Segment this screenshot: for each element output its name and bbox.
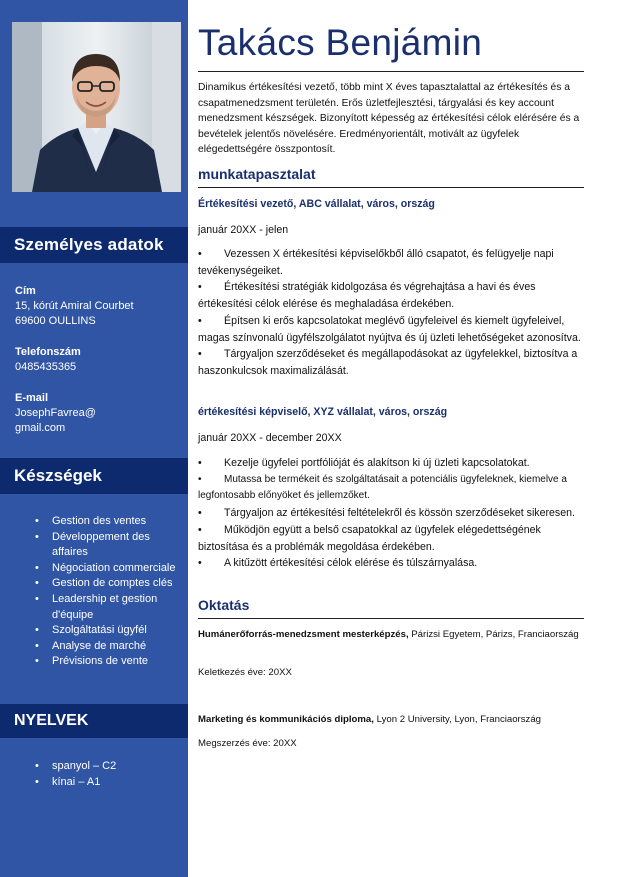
graduation-year: Keletkezés éve: 20XX [198,667,292,678]
languages-list [0,759,176,790]
graduation-year: Megszerzés éve: 20XX [198,738,297,749]
name-divider [198,71,584,72]
languages-heading: NYELVEK [0,704,188,738]
skill-item: • Développement des affaires [52,530,176,561]
skill-item: • Leadership et gestion d'équipe [52,592,176,623]
education-item [198,627,588,643]
duty-item: • Értékesítési stratégiák kidolgozása és végrehajtása a havi és éves értékesítési célok elérése és meghaladása érdekében. [198,281,536,311]
skill-item: • Gestion des ventes [52,514,176,530]
job-dates: január 20XX - jelen [198,224,289,236]
email-line1: JosephFavrea@ [15,407,96,419]
experience-heading: munkatapasztalat [198,166,316,182]
duty-item: • Tárgyaljon az értékesítési feltételekről és kössön szerződéseket sikeresen. [198,507,575,520]
job-duties [198,455,590,572]
job-title: értékesítési képviselő, XYZ vállalat, város, ország [198,406,448,418]
skill-item: • Prévisions de vente [52,654,176,670]
email-line2: gmail.com [15,422,66,434]
school-name: Lyon 2 University, Lyon, Franciaország [373,714,542,725]
skill-item: • Gestion de comptes clés [52,576,176,592]
duty-item: • A kitűzött értékesítési célok elérése és túlszárnyalása. [198,557,478,570]
education-divider [198,618,584,619]
email-label: E-mail [15,392,49,404]
sidebar [0,0,188,877]
duty-item: • Vezessen X értékesítési képviselőkből álló csapatot, és felügyelje napi tevékenységeiket. [198,248,554,277]
candidate-name: Takács Benjámin [198,22,483,63]
skills-heading: Készségek [0,458,188,494]
education-item [198,712,588,728]
job-dates: január 20XX - december 20XX [198,432,342,444]
education-heading: Oktatás [198,597,250,613]
phone-label: Telefonszám [15,346,81,358]
language-item: • spanyol – C2 [52,759,176,775]
skill-item: • Négociation commerciale [52,561,176,577]
address-label: Cím [15,285,36,297]
degree-name: Humánerőforrás-menedzsment mesterképzés, [198,629,409,640]
phone-value: 0485435365 [15,361,77,373]
job-title: Értékesítési vezető, ABC vállalat, város, ország [198,198,435,210]
profile-photo [12,22,181,192]
duty-item: • Kezelje ügyfelei portfólióját és alakítson ki új üzleti kapcsolatokat. [198,457,530,469]
profile-summary: Dinamikus értékesítési vezető, több mint X éves tapasztalattal az értékesítés és a csapatmenedzsment területén. Erős üzletfejlesztési, tárgyalási és key account menedzsment készségek. Bizonyított képesség az értékesítési célok elérésére és a bevételek jelentős növelésére. Eredményorientált, motivált az ügyfelek elégedettségére összpontosít. [198,82,580,156]
duty-item: • Működjön együtt a belső csapatokkal az ügyfelek elégedettségének biztosítása és a problémák megoldása érdekében. [198,523,541,553]
personal-info [15,284,180,436]
address-line2: 69600 OULLINS [15,315,96,327]
skill-item: • Analyse de marché [52,639,176,655]
skills-list [0,514,176,670]
duty-item: • Építsen ki erős kapcsolatokat meglévő ügyfeleivel és kiemelt ügyfeleivel, magas színvonalú ügyfélszolgálatot nyújtva és új üzleti lehetőségeket azonosítva. [198,314,581,344]
address-line1: 15, kórút Amiral Courbet [15,300,134,312]
job-duties [198,246,590,380]
duty-item: • Mutassa be termékeit és szolgáltatásait a potenciális ügyfeleknek, kiemelve a legfontosabb előnyöket és jellemzőket. [198,473,567,502]
skill-item: • Szolgáltatási ügyfél [52,623,176,639]
degree-name: Marketing és kommunikációs diploma, [198,714,374,725]
duty-item: • Tárgyaljon szerződéseket és megállapodásokat az ügyfelekkel, biztosítva a haszonkulcsok maximalizálását. [198,348,578,377]
language-item: • kínai – A1 [52,775,176,791]
profile-photo-illustration [12,22,181,192]
school-name: Párizsi Egyetem, Párizs, Franciaország [408,629,579,640]
experience-divider [198,187,584,188]
personal-info-heading: Személyes adatok [0,227,188,263]
